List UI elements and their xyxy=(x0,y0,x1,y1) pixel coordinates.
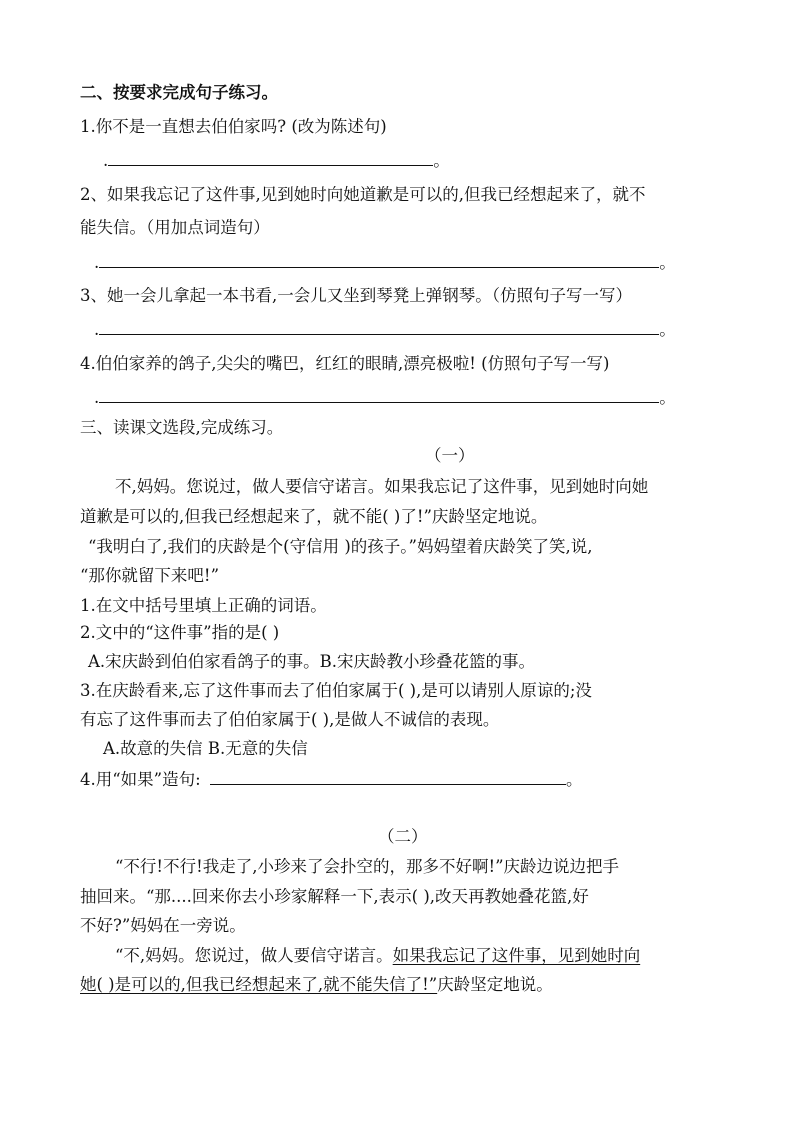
q1-text: 1.你不是一直想去伯伯家吗? (改为陈述句) xyxy=(80,117,387,136)
part1-para1-line1: 不,妈妈。您说过，做人要信守诺言。如果我忘记了这件事，见到她时向她 xyxy=(115,477,649,496)
answer-suffix: 。 xyxy=(659,388,676,407)
answer-prefix: . xyxy=(94,253,100,272)
part2-para2-plain-2: 庆龄坚定地说。 xyxy=(437,975,553,994)
q1-answer-blank[interactable] xyxy=(108,147,433,166)
section3-heading: 三、读课文选段,完成练习。 xyxy=(80,418,284,437)
part1-q3-line2: 有忘了这件事而去了伯伯家属于( ),是做人不诚信的表现。 xyxy=(80,710,500,729)
part1-q4-line xyxy=(0,766,794,794)
part2-para1-line3: 不好?”妈妈在一旁说。 xyxy=(80,916,246,935)
part1-q1: 1.在文中括号里填上正确的词语。 xyxy=(80,596,327,615)
q3-text: 3、她一会儿拿起一本书看,一会儿又坐到琴凳上弹钢琴。（仿照句子写一写） xyxy=(80,286,632,305)
answer-suffix: 。 xyxy=(659,320,676,339)
part2-label: （二） xyxy=(378,827,428,846)
part1-q2-options: A.宋庆龄到伯伯家看鸽子的事。B.宋庆龄教小珍叠花篮的事。 xyxy=(88,652,536,671)
part1-q3-line1: 3.在庆龄看来,忘了这件事而去了伯伯家属于( ),是可以请别人原谅的;没 xyxy=(80,681,592,700)
section2-heading: 二、按要求完成句子练习。 xyxy=(80,83,278,102)
part2-para1-line1: “不行!不行!我走了,小珍来了会扑空的，那多不好啊!”庆龄边说边把手 xyxy=(115,857,620,876)
answer-suffix: 。 xyxy=(565,770,583,789)
q2-text-line2: 能失信。（用加点词造句） xyxy=(80,218,270,237)
part1-para2-line2: “那你就留下来吧!” xyxy=(80,566,220,585)
q4-answer-line xyxy=(0,384,794,412)
q4-prefix: 4.用“如果”造句: xyxy=(80,770,201,789)
part2-para2-plain: “不,妈妈。您说过，做人要信守诺言。 xyxy=(115,946,393,965)
answer-prefix: . xyxy=(94,320,100,339)
part2-para1-line2: 抽回来。“那....回来你去小珍家解释一下,表示( ),改天再教她叠花篮,好 xyxy=(80,887,589,906)
part2-para2-line1 xyxy=(0,942,794,970)
part1-label: （一） xyxy=(425,446,475,465)
part1-para2-line1: “我明白了,我们的庆龄是个(守信用 )的孩子。”妈妈望着庆龄笑了笑,说, xyxy=(88,537,593,556)
q2-text-line1: 2、如果我忘记了这件事,见到她时向她道歉是可以的,但我已经想起来了，就不 xyxy=(80,185,646,204)
part1-q3-options: A.故意的失信 B.无意的失信 xyxy=(103,739,308,758)
q2-answer-line xyxy=(0,249,794,277)
part1-q2: 2.文中的“这件事”指的是( ) xyxy=(80,623,280,642)
answer-prefix: . xyxy=(94,388,100,407)
part1-q4-answer-blank[interactable] xyxy=(210,766,566,785)
part2-para2-line2 xyxy=(0,971,794,999)
answer-suffix: 。 xyxy=(659,253,676,272)
q4-text: 4.伯伯家养的鸽子,尖尖的嘴巴，红红的眼睛,漂亮极啦! (仿照句子写一写) xyxy=(80,354,610,373)
part1-para1-line2: 道歉是可以的,但我已经想起来了，就不能( )了!”庆龄坚定地说。 xyxy=(80,507,548,526)
q2-answer-blank[interactable] xyxy=(99,249,659,268)
q3-answer-line xyxy=(0,316,794,344)
part2-para2-underlined-2: 她( )是可以的,但我已经想起来了,就不能失信了!” xyxy=(80,975,438,994)
q4-answer-blank[interactable] xyxy=(99,384,659,403)
answer-suffix: 。 xyxy=(433,151,450,170)
q1-answer-line xyxy=(0,147,794,175)
q3-answer-blank[interactable] xyxy=(99,316,659,335)
answer-prefix: . xyxy=(103,151,109,170)
part2-para2-underlined: 如果我忘记了这件事，见到她时向 xyxy=(392,946,641,965)
